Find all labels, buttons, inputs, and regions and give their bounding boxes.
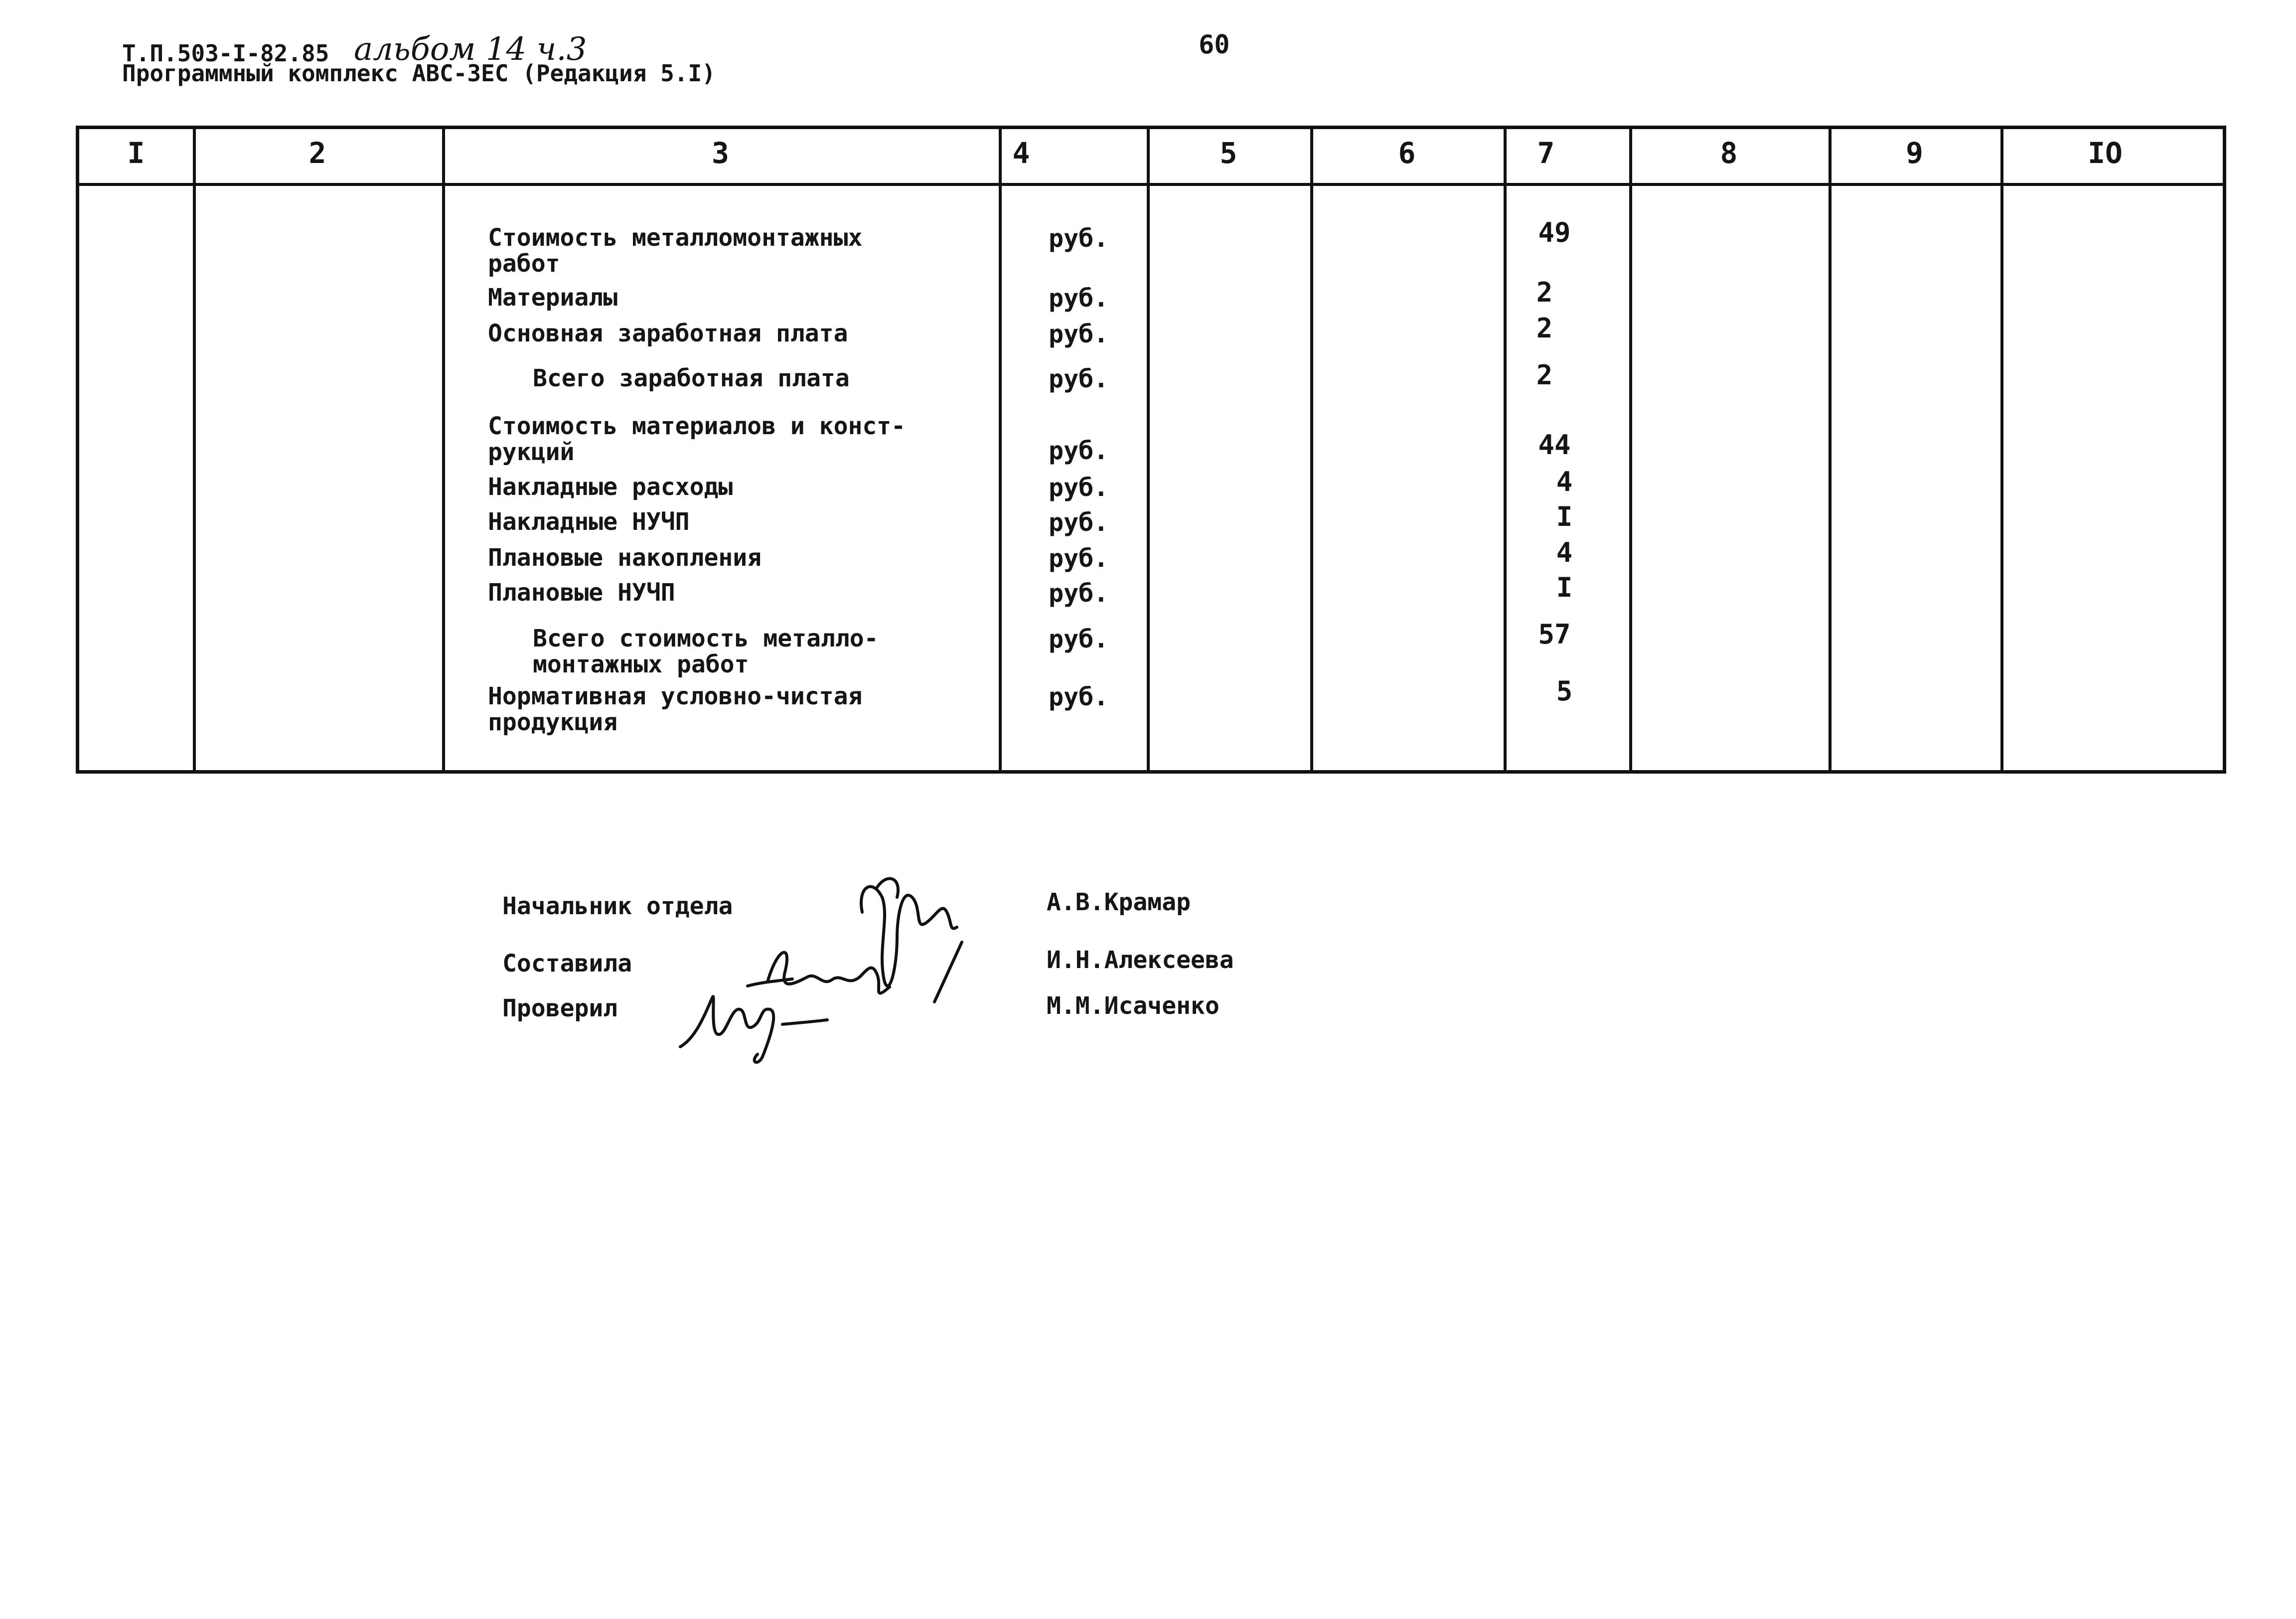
page-number: 60 — [1199, 30, 1230, 60]
column-header-1: I — [127, 136, 145, 170]
column-divider — [193, 129, 196, 770]
row-value: 57 — [1538, 619, 1571, 650]
column-header-5: 5 — [1220, 136, 1237, 170]
row-value: I — [1556, 572, 1573, 603]
document-code: Т.П.503-I-82.85 — [122, 40, 329, 67]
signature-name-compiled: И.Н.Алексеева — [1047, 946, 1234, 974]
column-divider — [1310, 129, 1313, 770]
row-unit: руб. — [1049, 320, 1109, 348]
row-label: Накладные расходы — [488, 473, 733, 501]
column-header-10: IO — [2088, 136, 2123, 170]
row-value: 2 — [1536, 277, 1553, 308]
row-label: Всего заработная плата — [533, 364, 850, 392]
row-unit: руб. — [1049, 284, 1109, 313]
row-value: 4 — [1556, 537, 1573, 568]
row-unit: руб. — [1049, 436, 1109, 465]
row-unit: руб. — [1049, 682, 1109, 711]
row-label: Всего стоимость металло- монтажных работ — [533, 625, 879, 678]
signature-name-checked: М.М.Исаченко — [1047, 992, 1220, 1020]
row-unit: руб. — [1049, 579, 1109, 608]
row-value: 2 — [1536, 359, 1553, 391]
column-header-7: 7 — [1537, 136, 1555, 170]
column-header-2: 2 — [308, 136, 326, 170]
row-label: Основная заработная плата — [488, 320, 848, 347]
row-unit: руб. — [1049, 364, 1109, 393]
album-note-handwritten: альбом 14 ч.3 — [354, 31, 587, 68]
header-divider — [79, 183, 2223, 186]
row-value: 5 — [1556, 675, 1573, 707]
program-title: Программный комплекс АВС-3ЕС (Редакция 5.I) — [122, 60, 716, 87]
column-header-9: 9 — [1906, 136, 1923, 170]
column-divider — [1629, 129, 1632, 770]
row-value: I — [1556, 501, 1573, 532]
row-value: 4 — [1556, 466, 1573, 497]
column-divider — [1147, 129, 1150, 770]
column-divider — [442, 129, 445, 770]
column-divider — [2000, 129, 2003, 770]
signature-role-head: Начальник отдела — [502, 892, 733, 920]
column-header-6: 6 — [1398, 136, 1416, 170]
row-unit: руб. — [1049, 508, 1109, 537]
signature-role-compiled: Составила — [502, 950, 632, 977]
column-divider — [1504, 129, 1507, 770]
row-label: Нормативная условно-чистая продукция — [488, 682, 863, 736]
row-value: 44 — [1538, 429, 1571, 461]
row-unit: руб. — [1049, 625, 1109, 653]
row-label: Плановые НУЧП — [488, 579, 675, 607]
row-unit: руб. — [1049, 544, 1109, 573]
row-unit: руб. — [1049, 473, 1109, 502]
column-divider — [1829, 129, 1832, 770]
signature-name-head: А.В.Крамар — [1047, 888, 1191, 916]
row-label: Стоимость металломонтажных работ — [488, 224, 863, 278]
handwritten-signatures — [663, 867, 1012, 1077]
row-label: Накладные НУЧП — [488, 508, 690, 536]
column-divider — [999, 129, 1002, 770]
signature-role-checked: Проверил — [502, 994, 618, 1022]
row-value: 49 — [1538, 217, 1571, 248]
row-label: Плановые накопления — [488, 544, 762, 572]
column-header-8: 8 — [1720, 136, 1738, 170]
row-unit: руб. — [1049, 224, 1109, 253]
row-label: Стоимость материалов и конст- рукций — [488, 412, 906, 466]
column-header-4: 4 — [1012, 136, 1030, 170]
row-label: Материалы — [488, 284, 618, 312]
cost-table — [76, 126, 2226, 774]
row-value: 2 — [1536, 313, 1553, 344]
column-header-3: 3 — [712, 136, 729, 170]
